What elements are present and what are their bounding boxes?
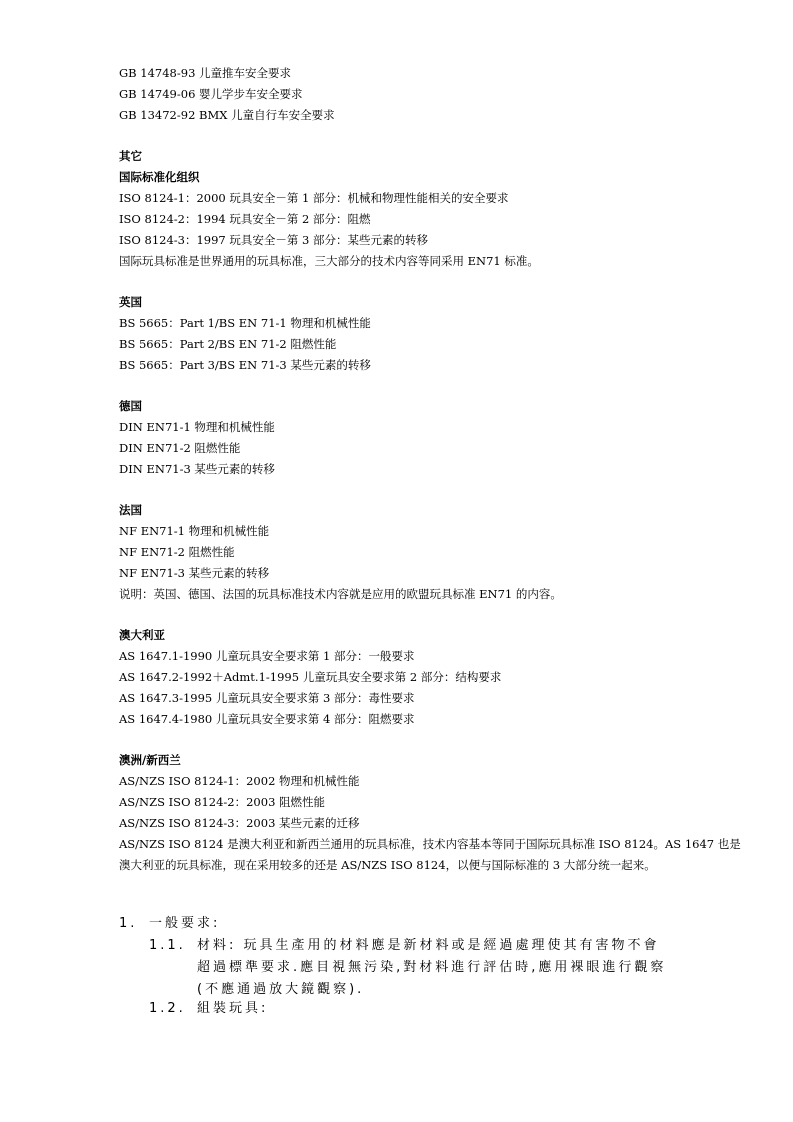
de-line: DIN EN71-3 某些元素的转移	[119, 462, 275, 476]
fr-heading: 法国	[119, 503, 142, 517]
de-line: DIN EN71-2 阻燃性能	[119, 441, 241, 455]
uk-line: BS 5665：Part 3/BS EN 71-3 某些元素的转移	[119, 358, 371, 372]
aunz-line: AS/NZS ISO 8124-1：2002 物理和机械性能	[119, 774, 360, 788]
section-1-1-text: 超過標準要求.應目視無污染,對材料進行評估時,應用裸眼進行觀察	[197, 960, 667, 975]
aunz-note: 澳大利亚的玩具标准，现在采用较多的还是 AS/NZS ISO 8124，以便与国际标准的 3 大部分统一起来。	[119, 858, 656, 872]
section-1-title: 一般要求:	[149, 916, 221, 931]
others-heading: 其它	[119, 149, 142, 163]
section-1-2-number: 1.2.	[149, 1001, 186, 1016]
fr-note: 说明：英国、德国、法国的玩具标准技术内容就是应用的欧盟玩具标准 EN71 的内容。	[119, 587, 562, 601]
iso-heading: 国际标准化组织	[119, 170, 200, 184]
de-heading: 德国	[119, 399, 142, 413]
aunz-heading: 澳洲/新西兰	[119, 753, 181, 767]
section-1-1-text: (不應通過放大鏡觀察).	[197, 982, 365, 997]
section-1-2-title: 組裝玩具:	[197, 1001, 269, 1016]
uk-line: BS 5665：Part 1/BS EN 71-1 物理和机械性能	[119, 316, 371, 330]
au-heading: 澳大利亚	[119, 628, 165, 642]
de-line: DIN EN71-1 物理和机械性能	[119, 420, 275, 434]
iso-note: 国际玩具标准是世界通用的玩具标准，三大部分的技术内容等同采用 EN71 标准。	[119, 254, 539, 268]
fr-line: NF EN71-3 某些元素的转移	[119, 566, 270, 580]
au-line: AS 1647.3-1995 儿童玩具安全要求第 3 部分：毒性要求	[119, 691, 415, 705]
aunz-note: AS/NZS ISO 8124 是澳大利亚和新西兰通用的玩具标准，技术内容基本等同于国际玩具标准 ISO 8124。AS 1647 也是	[119, 837, 741, 851]
fr-line: NF EN71-2 阻燃性能	[119, 545, 235, 559]
au-line: AS 1647.1-1990 儿童玩具安全要求第 1 部分：一般要求	[119, 649, 415, 663]
fr-line: NF EN71-1 物理和机械性能	[119, 524, 270, 538]
gb-standard-line: GB 13472-92 BMX 儿童自行车安全要求	[119, 108, 335, 122]
uk-heading: 英国	[119, 295, 142, 309]
iso-line: ISO 8124-1：2000 玩具安全－第 1 部分：机械和物理性能相关的安全要求	[119, 191, 509, 205]
section-1-1-text: 材料: 玩具生產用的材料應是新材料或是經過處理使其有害物不會	[197, 938, 660, 953]
gb-standard-line: GB 14748-93 儿童推车安全要求	[119, 66, 292, 80]
au-line: AS 1647.2-1992＋Admt.1-1995 儿童玩具安全要求第 2 部分：结构要求	[119, 670, 502, 684]
uk-line: BS 5665：Part 2/BS EN 71-2 阻燃性能	[119, 337, 337, 351]
section-1-1-number: 1.1.	[149, 938, 186, 953]
gb-standard-line: GB 14749-06 婴儿学步车安全要求	[119, 87, 303, 101]
iso-line: ISO 8124-3：1997 玩具安全－第 3 部分：某些元素的转移	[119, 233, 429, 247]
aunz-line: AS/NZS ISO 8124-2：2003 阻燃性能	[119, 795, 326, 809]
au-line: AS 1647.4-1980 儿童玩具安全要求第 4 部分：阻燃要求	[119, 712, 415, 726]
section-1-number: 1.	[119, 916, 138, 931]
aunz-line: AS/NZS ISO 8124-3：2003 某些元素的迁移	[119, 816, 360, 830]
iso-line: ISO 8124-2：1994 玩具安全－第 2 部分：阻燃	[119, 212, 371, 226]
